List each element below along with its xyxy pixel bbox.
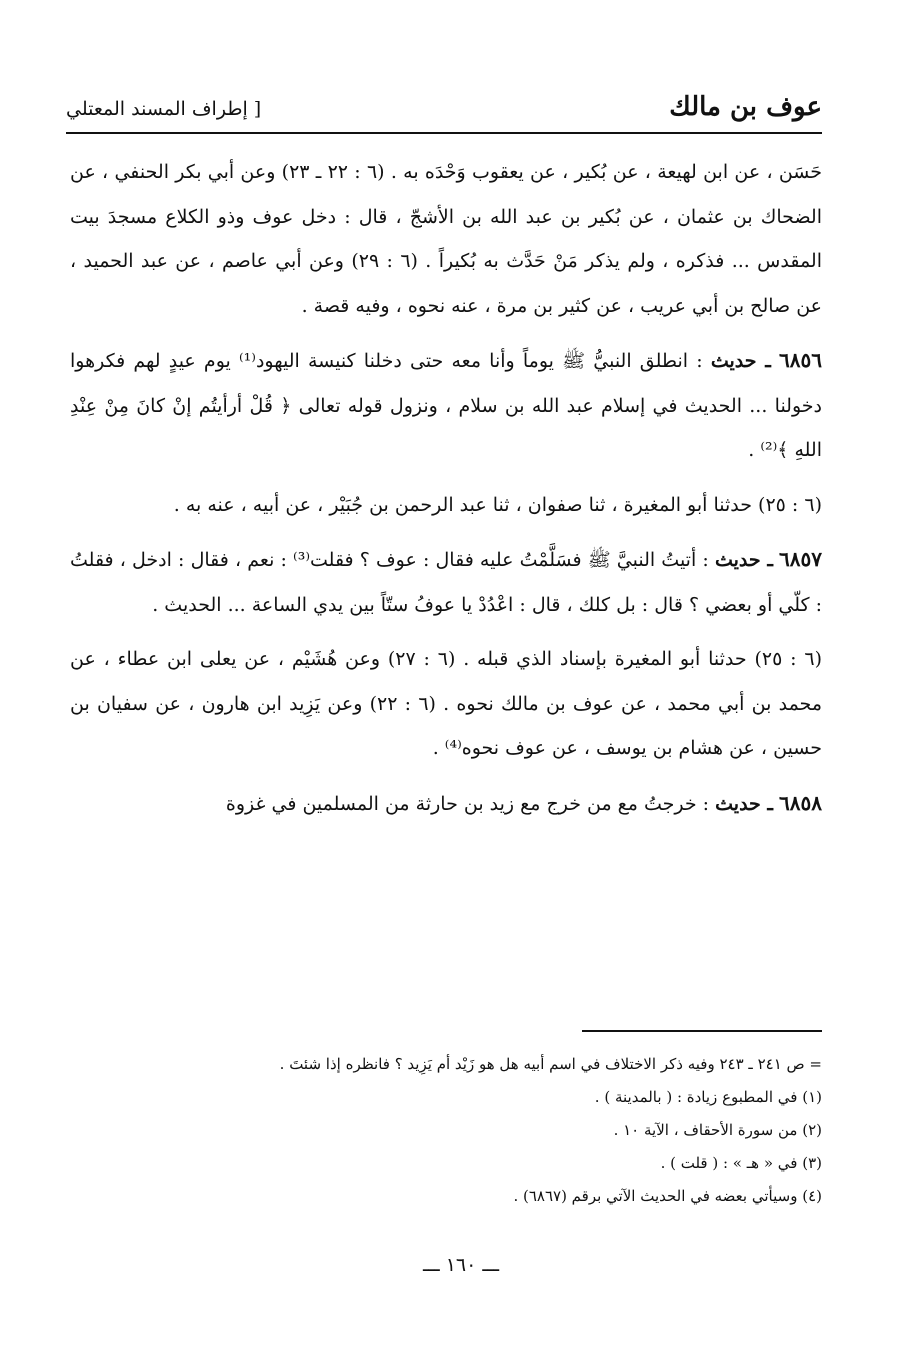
paragraph-text: : أتيتُ النبيَّ ﷺ فسَلَّمْتُ عليه فقال : عوف ؟ فقلت⁽³⁾ : نعم ، فقال : ادخل ، فقلتُ : كلّي أو بعضي ؟ قال : بل كلك ، قال : اعْدُدْ يا عوفُ ستّاً بين يدي الساعة ... الحديث .: [70, 549, 822, 616]
paragraph-text: (٦ : ٢٥) حدثنا أبو المغيرة ، ثنا صفوان ، ثنا عبد الرحمن بن جُبَيْر ، عن أبيه ، عنه به .: [173, 493, 822, 516]
chapter-title: عوف بن مالك: [669, 92, 822, 122]
hadith-6857: ٦٨٥٧ ـ حديث : أتيتُ النبيَّ ﷺ فسَلَّمْتُ عليه فقال : عوف ؟ فقلت⁽³⁾ : نعم ، فقال : ادخل ، فقلتُ : كلّي أو بعضي ؟ قال : بل كلك ، قال : اعْدُدْ يا عوفُ ستّاً بين يدي الساعة ... الحديث .: [70, 547, 822, 616]
footnote-divider: [582, 1030, 822, 1032]
footnote-2: (٢) من سورة الأحقاف ، الآية ١٠ .: [613, 1121, 822, 1139]
hadith-keyword: حديث: [715, 792, 761, 815]
footnote-1: (١) في المطبوع زيادة : ( بالمدينة ) .: [594, 1088, 822, 1106]
book-title: [ إطراف المسند المعتلي: [66, 98, 262, 120]
footnote-3: (٣) في « هـ » : ( قلت ) .: [660, 1154, 822, 1172]
paragraph-text: : خرجتُ مع من خرج مع زيد بن حارثة من المسلمين في غزوة: [225, 792, 710, 815]
footnote-4: (٤) وسيأتي بعضه في الحديث الآتي برقم (٦٨٦٧) .: [513, 1187, 822, 1205]
main-text: [70, 150, 822, 836]
hadith-keyword: حديث: [714, 549, 761, 571]
paragraph-text: حَسَن ، عن ابن لهيعة ، عن بُكير ، عن يعقوب وَحْدَه به . (٦ : ٢٢ ـ ٢٣) وعن أبي بكر الحنفي ، عن الضحاك بن عثمان ، عن بُكير بن عبد الله بن الأشجّ ، قال : دخل عوف وذو الكلاع مسجدَ بيت المقدس ... فذكره ، ولم يذكر مَنْ حَدَّث به بُكيراً . (٦ : ٢٩) وعن أبي عاصم ، عن عبد الحميد ، عن صالح بن أبي عريب ، عن كثير بن مرة ، عنه نحوه ، وفيه قصة .: [70, 161, 823, 317]
hadith-6856: ٦٨٥٦ ـ حديث : انطلق النبيُّ ﷺ يوماً وأنا معه حتى دخلنا كنيسة اليهود⁽¹⁾ يوم عيدٍ لهم فكرهوا دخولنا ... الحديث في إسلام عبد الله بن سلام ، ونزول قوله تعالى ﴿ قُلْ أرأيتُم إنْ كانَ مِنْ عِنْدِ اللهِ ﴾⁽²⁾ .: [70, 348, 823, 461]
hadith-number: ٦٨٥٧: [779, 547, 822, 571]
hadith-number: ٦٨٥٦: [779, 348, 823, 372]
page-number: ـــ ١٦٠ ـــ: [422, 1254, 500, 1276]
paragraph-text: (٦ : ٢٥) حدثنا أبو المغيرة بإسناد الذي قبله . (٦ : ٢٧) وعن هُشَيْم ، عن يعلى ابن عطاء ، عن محمد بن أبي محمد ، عن عوف بن مالك نحوه . (٦ : ٢٢) وعن يَزِيد ابن هارون ، عن سفيان بن حسين ، عن هشام بن يوسف ، عن عوف نحوه⁽⁴⁾ .: [70, 648, 823, 759]
hadith-number: ٦٨٥٨: [779, 790, 822, 815]
paragraph-continuation: [70, 150, 822, 328]
hadith-6858: ٦٨٥٨ ـ حديث : خرجتُ مع من خرج مع زيد بن حارثة من المسلمين في غزوة: [225, 790, 822, 815]
footnotes: [70, 1048, 822, 1213]
header-divider: [66, 132, 822, 134]
footnote-continuation: = ص ٢٤١ ـ ٢٤٣ وفيه ذكر الاختلاف في اسم أبيه هل هو زَيْد أم يَزِيد ؟ فانظره إذا شئتَ .: [279, 1055, 822, 1073]
paragraph-text: : انطلق النبيُّ ﷺ يوماً وأنا معه حتى دخلنا كنيسة اليهود⁽¹⁾ يوم عيدٍ لهم فكرهوا دخولنا ... الحديث في إسلام عبد الله بن سلام ، ونزول قوله تعالى ﴿ قُلْ أرأيتُم إنْ كانَ مِنْ عِنْدِ اللهِ ﴾⁽²⁾ .: [70, 350, 822, 461]
isnad-6857: [70, 637, 822, 771]
running-header: [66, 86, 822, 128]
isnad-6856: [70, 483, 822, 528]
hadith-keyword: حديث: [710, 350, 757, 372]
